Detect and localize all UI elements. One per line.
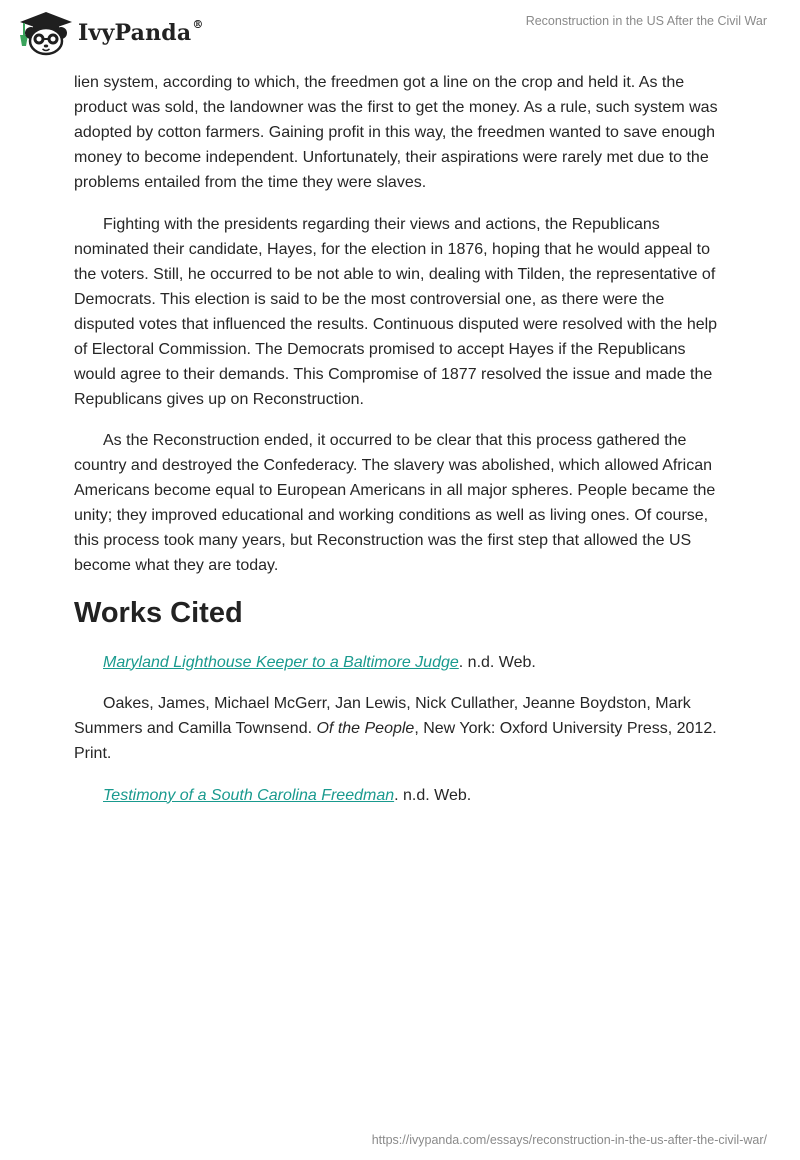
citation-title: Of the People [316, 720, 415, 737]
citation-authors: Oakes, James, Michael McGerr, Jan Lewis, Nick Cullather, Jeanne Boydston, Mark Summers and Camilla Townsend. [74, 695, 691, 737]
essay-content [74, 70, 728, 824]
page-header [0, 0, 800, 70]
citation-suffix: . n.d. Web. [394, 786, 472, 804]
citation-link[interactable]: Testimony of a South Carolina Freedman [103, 786, 395, 804]
footer-url[interactable]: https://ivypanda.com/essays/reconstruction-in-the-us-after-the-civil-war/ [371, 1133, 767, 1147]
panda-graduate-icon [14, 8, 74, 56]
citation-entry [74, 691, 728, 766]
works-cited-heading: Works Cited [74, 596, 243, 629]
citation-suffix: . n.d. Web. [458, 653, 536, 671]
citation-link[interactable]: Maryland Lighthouse Keeper to a Baltimore Judge [103, 653, 459, 671]
brand-name [78, 20, 204, 46]
citation-entry [74, 650, 728, 675]
body-paragraph: lien system, according to which, the freedmen got a line on the crop and held it. As the product was sold, the landowner was the first to get the money. As a rule, such system was adopted by cotton farmers. Gaining profit in this way, the freedmen wanted to save enough money to become independent. Unfortunately, their aspirations were rarely met due to the problems entailed from the time they were slaves. [74, 74, 718, 191]
brand-logo[interactable] [14, 8, 204, 56]
citation-entry [74, 783, 728, 808]
document-title: Reconstruction in the US After the Civil War [525, 14, 767, 28]
brand-name-text: IvyPanda [78, 20, 192, 46]
registered-mark: ® [192, 18, 204, 31]
body-paragraph: As the Reconstruction ended, it occurred to be clear that this process gathered the country and destroyed the Confederacy. The slavery was abolished, which allowed African Americans become equal to European Americans in all major spheres. People became the unity; they improved educational and working conditions as well as living ones. Of course, this process took many years, but Reconstruction was the first step that allowed the US become what they are today. [74, 432, 716, 574]
body-paragraph: Fighting with the presidents regarding their views and actions, the Republicans nominated their candidate, Hayes, for the election in 1876, hoping that he would appeal to the voters. Still, he occurred to be not able to win, dealing with Tilden, the representative of Democrats. This election is said to be the most controversial one, as there were the disputed votes that influenced the results. Continuous disputed were resolved with the help of Electoral Commission. The Democrats promised to accept Hayes if the Republicans would agree to their demands. This Compromise of 1877 resolved the issue and made the Republicans gives up on Reconstruction. [74, 215, 718, 408]
citation-suffix: , New York: Oxford University Press, 2012. Print. [74, 720, 717, 762]
